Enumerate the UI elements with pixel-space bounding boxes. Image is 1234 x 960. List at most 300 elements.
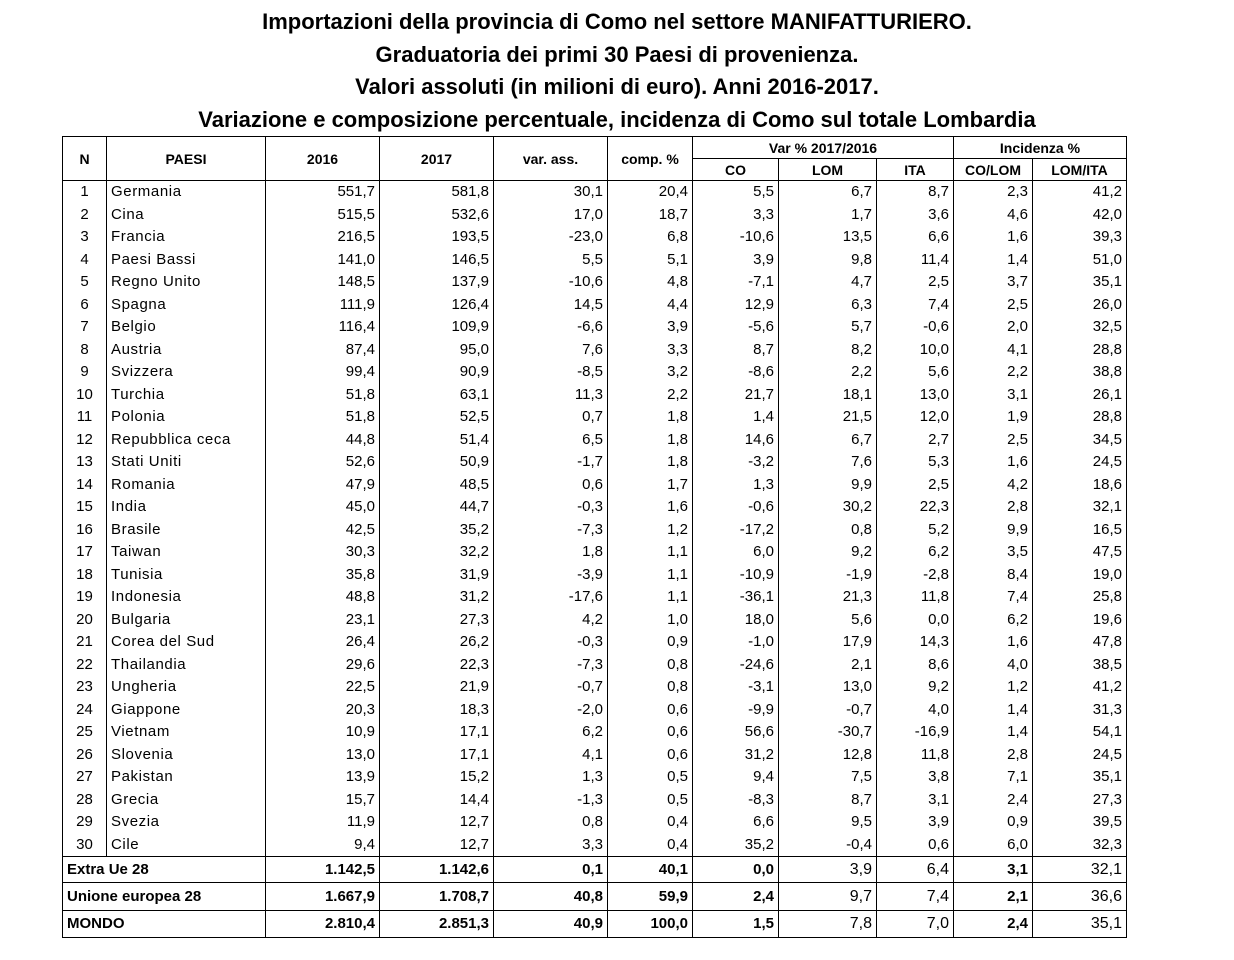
total-value: 3,1: [954, 857, 1033, 883]
row-value: 52,6: [266, 451, 380, 474]
row-rank: 11: [63, 406, 107, 429]
row-value: 1,8: [608, 429, 693, 452]
row-value: 5,5: [494, 249, 608, 272]
row-value: 16,5: [1033, 519, 1127, 542]
row-value: 137,9: [380, 271, 494, 294]
row-value: 30,2: [779, 496, 877, 519]
row-value: 31,2: [380, 586, 494, 609]
row-value: 13,0: [266, 744, 380, 767]
row-value: 2,8: [954, 744, 1033, 767]
row-value: 7,6: [779, 451, 877, 474]
row-value: 14,4: [380, 789, 494, 812]
row-value: 22,5: [266, 676, 380, 699]
table-row: [63, 406, 1127, 429]
row-country: Pakistan: [107, 766, 266, 789]
row-value: 0,8: [608, 654, 693, 677]
total-value: 59,9: [608, 883, 693, 911]
row-value: 90,9: [380, 361, 494, 384]
table-totals: [63, 857, 1127, 938]
row-value: 17,0: [494, 204, 608, 227]
row-value: 27,3: [380, 609, 494, 632]
row-rank: 24: [63, 699, 107, 722]
row-value: 0,4: [608, 811, 693, 834]
row-country: Polonia: [107, 406, 266, 429]
row-country: Giappone: [107, 699, 266, 722]
row-value: 0,5: [608, 766, 693, 789]
row-value: 18,3: [380, 699, 494, 722]
row-rank: 26: [63, 744, 107, 767]
row-value: 1,2: [954, 676, 1033, 699]
table-row: [63, 654, 1127, 677]
row-value: 6,8: [608, 226, 693, 249]
row-value: 20,4: [608, 181, 693, 204]
row-value: 52,5: [380, 406, 494, 429]
row-value: 1,4: [954, 699, 1033, 722]
row-value: 45,0: [266, 496, 380, 519]
row-value: 35,8: [266, 564, 380, 587]
row-value: 2,7: [877, 429, 954, 452]
total-value: 0,0: [693, 857, 779, 883]
total-value: 2,1: [954, 883, 1033, 911]
row-rank: 30: [63, 834, 107, 857]
row-country: Stati Uniti: [107, 451, 266, 474]
total-value: 7,8: [779, 911, 877, 938]
total-value: 1.708,7: [380, 883, 494, 911]
table-row: [63, 834, 1127, 857]
row-country: Corea del Sud: [107, 631, 266, 654]
row-value: 15,7: [266, 789, 380, 812]
row-value: 32,2: [380, 541, 494, 564]
row-value: 6,7: [779, 181, 877, 204]
row-value: 4,4: [608, 294, 693, 317]
row-value: 5,6: [779, 609, 877, 632]
header-2017: 2017: [380, 137, 494, 181]
row-value: 12,0: [877, 406, 954, 429]
table-row: [63, 474, 1127, 497]
row-country: Vietnam: [107, 721, 266, 744]
row-value: 109,9: [380, 316, 494, 339]
row-value: 0,8: [608, 676, 693, 699]
row-value: 23,1: [266, 609, 380, 632]
total-label: MONDO: [63, 911, 266, 938]
total-value: 2.810,4: [266, 911, 380, 938]
row-value: -2,0: [494, 699, 608, 722]
row-value: 1,8: [608, 451, 693, 474]
table-row: [63, 609, 1127, 632]
row-rank: 5: [63, 271, 107, 294]
table-row: [63, 586, 1127, 609]
row-value: 515,5: [266, 204, 380, 227]
row-value: 4,7: [779, 271, 877, 294]
row-value: 2,3: [954, 181, 1033, 204]
row-value: 26,4: [266, 631, 380, 654]
row-value: 581,8: [380, 181, 494, 204]
row-value: 30,1: [494, 181, 608, 204]
row-value: 47,5: [1033, 541, 1127, 564]
total-value: 2,4: [693, 883, 779, 911]
row-rank: 18: [63, 564, 107, 587]
row-rank: 22: [63, 654, 107, 677]
row-value: 13,9: [266, 766, 380, 789]
total-value: 0,1: [494, 857, 608, 883]
row-rank: 10: [63, 384, 107, 407]
row-value: 146,5: [380, 249, 494, 272]
row-value: 3,1: [954, 384, 1033, 407]
row-value: 8,7: [877, 181, 954, 204]
row-value: 1,1: [608, 586, 693, 609]
row-country: Thailandia: [107, 654, 266, 677]
row-value: 47,8: [1033, 631, 1127, 654]
row-value: 17,1: [380, 721, 494, 744]
row-value: -1,0: [693, 631, 779, 654]
title-line-3: Valori assoluti (in milioni di euro). Anni 2016-2017.: [355, 74, 879, 99]
row-value: 51,0: [1033, 249, 1127, 272]
row-value: 0,9: [608, 631, 693, 654]
row-value: 5,1: [608, 249, 693, 272]
total-value: 2.851,3: [380, 911, 494, 938]
row-rank: 14: [63, 474, 107, 497]
total-value: 40,1: [608, 857, 693, 883]
row-value: 9,5: [779, 811, 877, 834]
total-value: 3,9: [779, 857, 877, 883]
row-value: 32,5: [1033, 316, 1127, 339]
row-value: -3,1: [693, 676, 779, 699]
row-value: 2,2: [954, 361, 1033, 384]
row-value: 6,2: [954, 609, 1033, 632]
row-value: 2,5: [954, 429, 1033, 452]
row-value: 1,1: [608, 564, 693, 587]
row-value: 1,6: [954, 451, 1033, 474]
row-value: 0,6: [608, 744, 693, 767]
row-rank: 7: [63, 316, 107, 339]
table-row: [63, 676, 1127, 699]
row-value: 11,3: [494, 384, 608, 407]
row-value: 7,5: [779, 766, 877, 789]
row-value: 1,6: [954, 226, 1033, 249]
imports-table: [62, 136, 1127, 938]
row-value: 5,2: [877, 519, 954, 542]
row-value: -36,1: [693, 586, 779, 609]
row-value: -8,5: [494, 361, 608, 384]
row-value: 1,6: [954, 631, 1033, 654]
row-value: 21,3: [779, 586, 877, 609]
row-value: 0,9: [954, 811, 1033, 834]
row-rank: 3: [63, 226, 107, 249]
header-lom: LOM: [779, 159, 877, 181]
row-value: 2,4: [954, 789, 1033, 812]
row-value: 17,9: [779, 631, 877, 654]
row-country: Indonesia: [107, 586, 266, 609]
row-value: 0,7: [494, 406, 608, 429]
row-country: Tunisia: [107, 564, 266, 587]
row-value: 0,4: [608, 834, 693, 857]
row-value: 2,8: [954, 496, 1033, 519]
row-value: 4,6: [954, 204, 1033, 227]
row-rank: 23: [63, 676, 107, 699]
row-value: 35,2: [380, 519, 494, 542]
row-value: 21,5: [779, 406, 877, 429]
row-value: 6,6: [693, 811, 779, 834]
row-value: 6,5: [494, 429, 608, 452]
total-value: 35,1: [1033, 911, 1127, 938]
row-value: 48,5: [380, 474, 494, 497]
row-value: -0,3: [494, 631, 608, 654]
table-row: [63, 181, 1127, 204]
row-value: 31,9: [380, 564, 494, 587]
row-value: -9,9: [693, 699, 779, 722]
row-rank: 12: [63, 429, 107, 452]
row-value: 26,1: [1033, 384, 1127, 407]
total-value: 1.142,6: [380, 857, 494, 883]
row-value: 27,3: [1033, 789, 1127, 812]
header-lom-ita: LOM/ITA: [1033, 159, 1127, 181]
row-rank: 28: [63, 789, 107, 812]
header-co-lom: CO/LOM: [954, 159, 1033, 181]
row-value: 10,0: [877, 339, 954, 362]
row-value: 3,1: [877, 789, 954, 812]
total-row: [63, 883, 1127, 911]
row-value: 3,9: [608, 316, 693, 339]
row-value: 51,4: [380, 429, 494, 452]
row-value: -10,6: [693, 226, 779, 249]
row-value: 6,2: [494, 721, 608, 744]
row-rank: 25: [63, 721, 107, 744]
row-country: Repubblica ceca: [107, 429, 266, 452]
header-ita: ITA: [877, 159, 954, 181]
row-value: 18,7: [608, 204, 693, 227]
table-body: [63, 181, 1127, 857]
row-value: 21,7: [693, 384, 779, 407]
row-value: 2,0: [954, 316, 1033, 339]
row-value: 9,9: [779, 474, 877, 497]
table-row: [63, 699, 1127, 722]
row-value: 0,6: [494, 474, 608, 497]
row-value: 48,8: [266, 586, 380, 609]
row-value: 25,8: [1033, 586, 1127, 609]
table-row: [63, 766, 1127, 789]
row-country: Svizzera: [107, 361, 266, 384]
row-value: 3,9: [877, 811, 954, 834]
total-row: [63, 911, 1127, 938]
total-value: 1.667,9: [266, 883, 380, 911]
table-row: [63, 339, 1127, 362]
table-row: [63, 249, 1127, 272]
row-value: -2,8: [877, 564, 954, 587]
row-value: 47,9: [266, 474, 380, 497]
total-label: Extra Ue 28: [63, 857, 266, 883]
header-var-ass: var. ass.: [494, 137, 608, 181]
header-comp: comp. %: [608, 137, 693, 181]
row-value: 31,2: [693, 744, 779, 767]
row-rank: 17: [63, 541, 107, 564]
row-value: -17,2: [693, 519, 779, 542]
row-value: 22,3: [380, 654, 494, 677]
row-value: 9,2: [877, 676, 954, 699]
row-value: 6,7: [779, 429, 877, 452]
row-value: 13,0: [779, 676, 877, 699]
row-value: 5,3: [877, 451, 954, 474]
row-value: 1,8: [494, 541, 608, 564]
table-row: [63, 721, 1127, 744]
table-row: [63, 204, 1127, 227]
row-value: 38,5: [1033, 654, 1127, 677]
row-value: 28,8: [1033, 406, 1127, 429]
title-line-1: Importazioni della provincia di Como nel settore MANIFATTURIERO.: [262, 9, 972, 34]
row-value: 3,2: [608, 361, 693, 384]
row-value: 39,3: [1033, 226, 1127, 249]
row-country: Slovenia: [107, 744, 266, 767]
row-value: 34,5: [1033, 429, 1127, 452]
row-rank: 2: [63, 204, 107, 227]
total-value: 6,4: [877, 857, 954, 883]
table-row: [63, 384, 1127, 407]
row-value: 22,3: [877, 496, 954, 519]
row-value: 0,8: [494, 811, 608, 834]
row-value: 3,7: [954, 271, 1033, 294]
row-country: Spagna: [107, 294, 266, 317]
row-value: -10,6: [494, 271, 608, 294]
row-value: 24,5: [1033, 744, 1127, 767]
row-value: -7,3: [494, 519, 608, 542]
row-value: 2,2: [608, 384, 693, 407]
table-row: [63, 271, 1127, 294]
row-value: 35,1: [1033, 766, 1127, 789]
table-row: [63, 361, 1127, 384]
row-value: 1,7: [608, 474, 693, 497]
row-rank: 8: [63, 339, 107, 362]
row-value: 35,2: [693, 834, 779, 857]
total-value: 7,4: [877, 883, 954, 911]
row-value: -0,7: [779, 699, 877, 722]
row-value: 1,4: [693, 406, 779, 429]
row-value: 44,8: [266, 429, 380, 452]
row-value: 12,9: [693, 294, 779, 317]
total-value: 2,4: [954, 911, 1033, 938]
row-value: 5,7: [779, 316, 877, 339]
row-value: -6,6: [494, 316, 608, 339]
row-country: Regno Unito: [107, 271, 266, 294]
row-value: 7,4: [877, 294, 954, 317]
row-value: -8,3: [693, 789, 779, 812]
total-value: 100,0: [608, 911, 693, 938]
row-value: 1,4: [954, 249, 1033, 272]
row-value: 7,4: [954, 586, 1033, 609]
row-value: 9,4: [266, 834, 380, 857]
row-value: 6,0: [693, 541, 779, 564]
row-value: 3,8: [877, 766, 954, 789]
table-title: [0, 6, 1234, 136]
row-value: -8,6: [693, 361, 779, 384]
row-value: -23,0: [494, 226, 608, 249]
row-value: 2,5: [954, 294, 1033, 317]
header-co: CO: [693, 159, 779, 181]
row-value: 0,8: [779, 519, 877, 542]
total-value: 40,9: [494, 911, 608, 938]
row-value: 18,1: [779, 384, 877, 407]
row-value: 0,6: [877, 834, 954, 857]
row-value: 6,0: [954, 834, 1033, 857]
row-value: 10,9: [266, 721, 380, 744]
row-value: 532,6: [380, 204, 494, 227]
row-value: 6,3: [779, 294, 877, 317]
row-value: 3,9: [693, 249, 779, 272]
row-value: 3,3: [494, 834, 608, 857]
row-value: 13,5: [779, 226, 877, 249]
title-line-2: Graduatoria dei primi 30 Paesi di provenienza.: [375, 41, 859, 67]
row-value: 3,6: [877, 204, 954, 227]
row-value: 28,8: [1033, 339, 1127, 362]
row-value: 35,1: [1033, 271, 1127, 294]
row-value: 14,6: [693, 429, 779, 452]
row-value: -0,4: [779, 834, 877, 857]
row-rank: 13: [63, 451, 107, 474]
row-value: 32,1: [1033, 496, 1127, 519]
row-value: 9,2: [779, 541, 877, 564]
row-value: 8,6: [877, 654, 954, 677]
row-rank: 15: [63, 496, 107, 519]
row-value: -3,9: [494, 564, 608, 587]
row-value: 11,9: [266, 811, 380, 834]
row-value: 7,1: [954, 766, 1033, 789]
row-value: 15,2: [380, 766, 494, 789]
total-value: 7,0: [877, 911, 954, 938]
row-value: 41,2: [1033, 181, 1127, 204]
row-value: 6,6: [877, 226, 954, 249]
row-rank: 21: [63, 631, 107, 654]
row-value: 19,0: [1033, 564, 1127, 587]
row-value: 3,5: [954, 541, 1033, 564]
row-value: 8,7: [693, 339, 779, 362]
row-value: 9,9: [954, 519, 1033, 542]
row-value: 41,2: [1033, 676, 1127, 699]
row-rank: 20: [63, 609, 107, 632]
row-value: 17,1: [380, 744, 494, 767]
row-value: -3,2: [693, 451, 779, 474]
row-country: Austria: [107, 339, 266, 362]
row-value: 24,5: [1033, 451, 1127, 474]
row-value: 4,1: [494, 744, 608, 767]
row-value: 8,2: [779, 339, 877, 362]
table-row: [63, 451, 1127, 474]
row-value: 4,1: [954, 339, 1033, 362]
row-value: 54,1: [1033, 721, 1127, 744]
row-value: 0,5: [608, 789, 693, 812]
row-rank: 29: [63, 811, 107, 834]
row-value: 126,4: [380, 294, 494, 317]
row-country: Francia: [107, 226, 266, 249]
row-value: 11,4: [877, 249, 954, 272]
row-value: -5,6: [693, 316, 779, 339]
row-value: -1,7: [494, 451, 608, 474]
row-value: -0,6: [693, 496, 779, 519]
row-value: 42,0: [1033, 204, 1127, 227]
row-value: 13,0: [877, 384, 954, 407]
row-value: 7,6: [494, 339, 608, 362]
row-value: 1,0: [608, 609, 693, 632]
row-value: 20,3: [266, 699, 380, 722]
row-value: 38,8: [1033, 361, 1127, 384]
total-value: 36,6: [1033, 883, 1127, 911]
row-rank: 27: [63, 766, 107, 789]
row-value: 32,3: [1033, 834, 1127, 857]
total-value: 1.142,5: [266, 857, 380, 883]
row-value: 95,0: [380, 339, 494, 362]
row-value: 1,3: [494, 766, 608, 789]
row-value: -10,9: [693, 564, 779, 587]
row-value: 116,4: [266, 316, 380, 339]
row-value: 8,4: [954, 564, 1033, 587]
row-value: 63,1: [380, 384, 494, 407]
